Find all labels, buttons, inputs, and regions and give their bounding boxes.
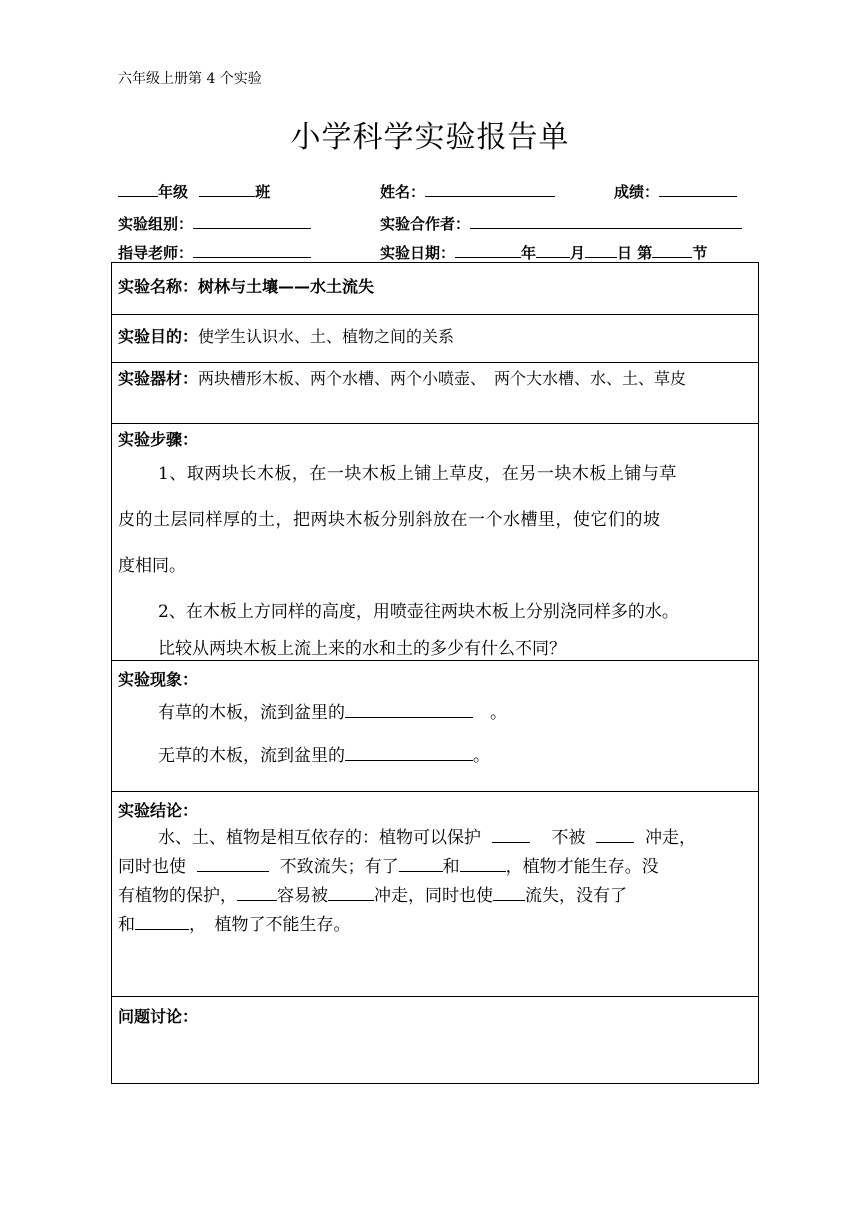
grade-unit-note: 六年级上册第 4 个实验 bbox=[118, 71, 262, 87]
experiment-conclusion-label: 实验结论： bbox=[118, 801, 199, 820]
experiment-name-value: 树林与土壤——水土流失 bbox=[198, 277, 375, 296]
group-line bbox=[118, 213, 311, 234]
period-blank[interactable] bbox=[652, 242, 692, 258]
teacher-label: 指导老师： bbox=[118, 244, 194, 262]
year-blank[interactable] bbox=[455, 242, 521, 258]
step2-line-1: 2、在木板上方同样的高度，用喷壶往两块木板上分别浇同样多的水。 bbox=[158, 602, 679, 622]
page-title: 小学科学实验报告单 bbox=[290, 120, 570, 155]
report-table bbox=[111, 262, 759, 1084]
conclusion-blank-8[interactable] bbox=[493, 884, 525, 901]
experiment-materials-value: 两块槽形木板、两个水槽、两个小喷壶、 两个大水槽、水、土、草皮 bbox=[198, 369, 687, 388]
day-blank[interactable] bbox=[585, 242, 617, 258]
score-label: 成绩： bbox=[614, 183, 660, 201]
period-suffix: 节 bbox=[692, 244, 708, 262]
year-label: 年 bbox=[521, 244, 537, 262]
grade-blank[interactable] bbox=[118, 181, 158, 197]
experiment-name-label: 实验名称： bbox=[118, 277, 199, 296]
teacher-blank[interactable] bbox=[193, 242, 311, 258]
day-label: 日 bbox=[617, 244, 633, 262]
experiment-purpose-value: 使学生认识水、土、植物之间的关系 bbox=[198, 327, 455, 346]
conclusion-blank-3[interactable] bbox=[197, 855, 269, 872]
step2-line-2: 比较从两块木板上流上来的水和土的多少有什么不同？ bbox=[158, 639, 566, 659]
experiment-phenomena-label: 实验现象： bbox=[118, 670, 199, 689]
experiment-materials-row bbox=[112, 363, 759, 424]
phenomenon-grass-blank[interactable] bbox=[345, 701, 473, 718]
score-line bbox=[614, 181, 737, 202]
step1-line-2: 皮的土层同样厚的土，把两块木板分别斜放在一个水槽里，使它们的坡 bbox=[118, 510, 661, 530]
conclusion-blank-1[interactable] bbox=[492, 826, 530, 843]
group-blank[interactable] bbox=[193, 213, 311, 229]
experiment-steps-label: 实验步骤： bbox=[118, 430, 199, 449]
name-line bbox=[380, 181, 555, 202]
partner-label: 实验合作者： bbox=[380, 215, 471, 233]
period-prefix: 第 bbox=[637, 244, 653, 262]
month-label: 月 bbox=[570, 244, 586, 262]
experiment-purpose-row bbox=[112, 315, 759, 363]
date-label: 实验日期： bbox=[380, 244, 456, 262]
month-blank[interactable] bbox=[536, 242, 570, 258]
conclusion-blank-4[interactable] bbox=[399, 855, 443, 872]
name-blank[interactable] bbox=[425, 181, 555, 197]
step1-line-3: 度相同。 bbox=[118, 556, 186, 576]
partner-line bbox=[380, 213, 742, 234]
discussion-row bbox=[112, 997, 759, 1084]
group-label: 实验组别： bbox=[118, 215, 194, 233]
experiment-phenomena-row bbox=[112, 661, 759, 792]
experiment-steps-row bbox=[112, 424, 759, 661]
conclusion-line-3: 有植物的保护， 容易被 冲走，同时也使 流失，没有了 bbox=[118, 886, 627, 906]
partner-blank[interactable] bbox=[470, 213, 742, 229]
phenomenon-grass: 有草的木板，流到盆里的 。 bbox=[158, 703, 507, 723]
experiment-conclusion-row bbox=[112, 792, 759, 997]
conclusion-blank-6[interactable] bbox=[237, 884, 277, 901]
score-blank[interactable] bbox=[659, 181, 737, 197]
discussion-label: 问题讨论： bbox=[118, 1007, 199, 1026]
step1-line-1: 1、取两块长木板，在一块木板上铺上草皮，在另一块木板上铺与草 bbox=[158, 464, 677, 484]
grade-label: 年级 bbox=[158, 183, 189, 201]
conclusion-blank-5[interactable] bbox=[460, 855, 506, 872]
phenomenon-no-grass: 无草的木板，流到盆里的 。 bbox=[158, 746, 490, 766]
conclusion-blank-9[interactable] bbox=[135, 913, 189, 930]
conclusion-blank-2[interactable] bbox=[596, 826, 634, 843]
conclusion-line-2: 同时也使 不致流失；有了 和 ，植物才能生存。没 bbox=[118, 857, 659, 877]
grade-class-line bbox=[118, 181, 270, 202]
class-label: 班 bbox=[255, 183, 271, 201]
experiment-purpose-label: 实验目的： bbox=[118, 327, 199, 346]
experiment-materials-label: 实验器材： bbox=[118, 369, 199, 388]
name-label: 姓名： bbox=[380, 183, 426, 201]
conclusion-line-4: 和 ， 植物了不能生存。 bbox=[118, 915, 351, 935]
date-line bbox=[380, 242, 707, 263]
phenomenon-no-grass-blank[interactable] bbox=[345, 744, 473, 761]
experiment-name-row bbox=[112, 263, 759, 315]
conclusion-line-1: 水、土、植物是相互依存的：植物可以保护 不被 冲走， bbox=[158, 828, 697, 848]
teacher-line bbox=[118, 242, 311, 263]
class-blank[interactable] bbox=[199, 181, 255, 197]
conclusion-blank-7[interactable] bbox=[328, 884, 374, 901]
